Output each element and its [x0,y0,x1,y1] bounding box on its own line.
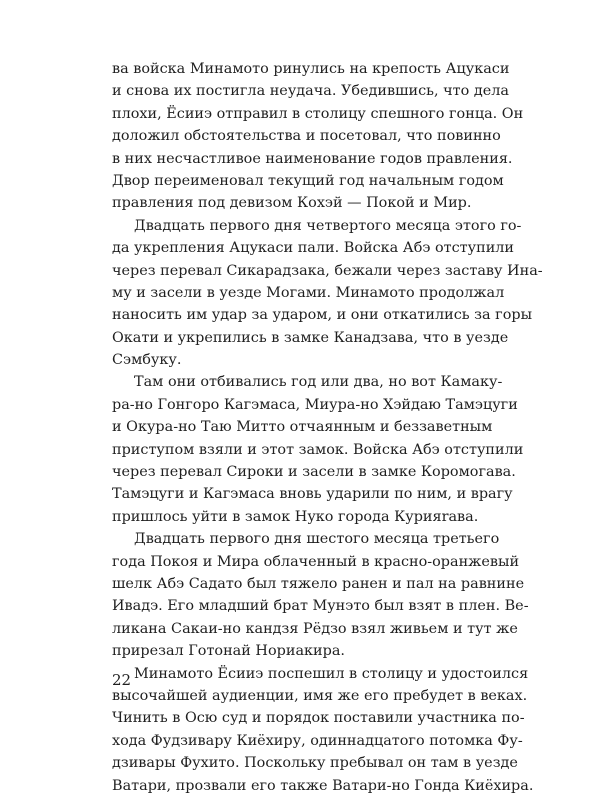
text-line: наносить им удар за ударом, и они откатились за горы [112,307,533,324]
text-line: шелк Абэ Садато был тяжело ранен и пал на равнине [112,575,525,592]
text-line: и снова их постигла неудача. Убедившись, что дела [112,83,509,100]
text-line: через перевал Сироки и засели в замке Коромогава. [112,464,516,481]
text-line: Ивадэ. Его младший брат Мунэто был взят в плен. Ве- [112,598,529,615]
text-line: приступом взяли и этот замок. Войска Абэ отступили [112,441,524,458]
text-line: Двор переименовал текущий год начальным годом [112,172,504,189]
text-line: прирезал Готонай Нориакира. [112,643,345,660]
text-line: Окати и укрепились в замке Канадзава, что в уезде [112,329,509,346]
text-line: Чинить в Осю суд и порядок поставили участника по- [112,710,525,727]
text-line: Сэмбуку. [112,352,182,369]
text-line: правления под девизом Кохэй — Покой и Мир. [112,195,472,212]
text-line: дзивары Фухито. Поскольку пребывал он там в уезде [112,755,518,772]
text-line: Двадцать первого дня шестого месяца третьего [134,531,500,548]
text-line: через перевал Сикарадзака, бежали через заставу Ина- [112,262,543,279]
text-line: ва войска Минамото ринулись на крепость Ацукаси [112,61,510,77]
text-line: доложил обстоятельства и посетовал, что повинно [112,128,501,145]
text-line: Там они отбивались год или два, но вот Камаку- [134,374,503,391]
text-line: Тамэцуги и Кагэмаса вновь ударили по ним, и врагу [112,486,513,503]
text-line: ликана Сакаи-но кандзя Рёдзо взял живьем и тут же [112,620,518,637]
text-line: ра-но Гонгоро Кагэмаса, Миура-но Хэйдаю Тамэцуги [112,396,518,413]
text-line: в них несчастливое наименование годов правления. [112,150,513,167]
text-line: года Покоя и Мира облаченный в красно-оранжевый [112,553,520,570]
text-line: Ватари, прозвали его также Ватари-но Гонда Киёхира. [112,777,534,794]
text-line: пришлось уйти в замок Нуко города Курияrава. [112,508,479,525]
text-line: да укрепления Ацукаси пали. Войска Абэ отступили [112,240,515,257]
text-line: Двадцать первого дня четвертого месяца этого го- [134,217,522,234]
text-line: му и засели в уезде Могами. Минамото продолжал [112,284,505,301]
text-line: плохи, Ёсииэ отправил в столицу спешного гонца. Он [112,105,524,122]
page-number: 22 [112,671,132,689]
body-text [112,58,543,797]
text-line: Минамото Ёсииэ поспешил в столицу и удостоился [134,665,529,682]
text-line: высочайшей аудиенции, имя же его пребудет в веках. [112,687,528,704]
text-line: и Окура-но Таю Митто отчаянным и беззаветным [112,419,493,436]
text-line: хода Фудзивару Киёхиру, одиннадцатого потомка Фу- [112,732,523,749]
